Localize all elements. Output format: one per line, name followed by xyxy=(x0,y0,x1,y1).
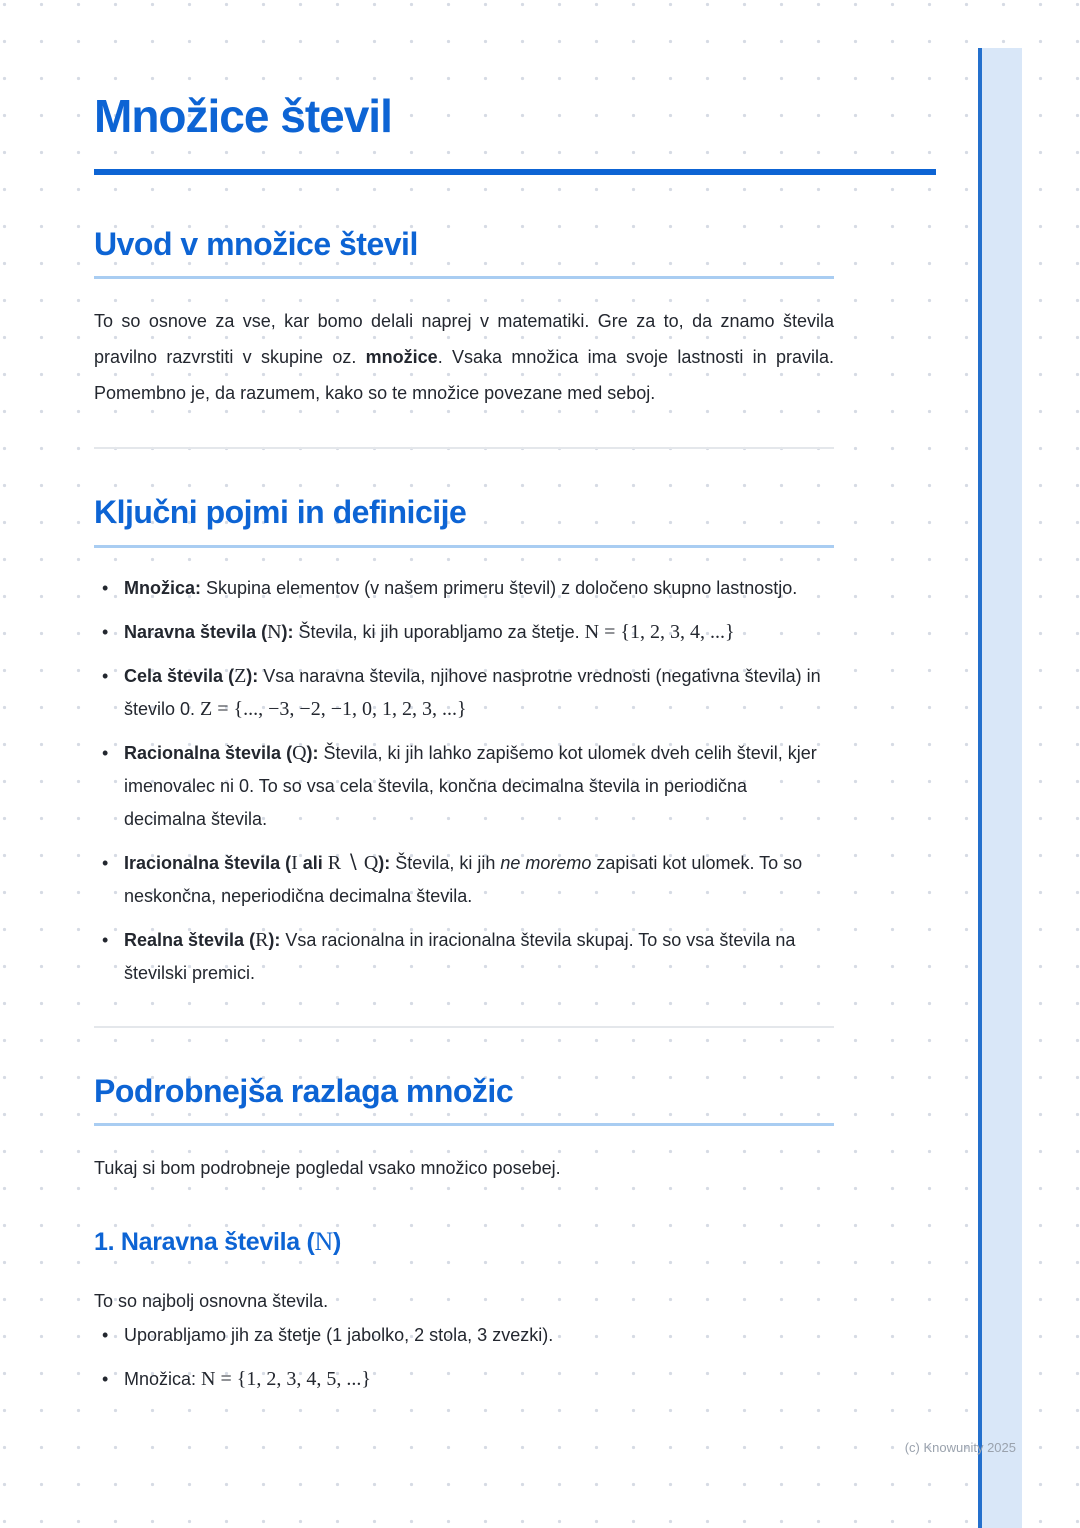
term-label: ali xyxy=(297,852,328,873)
term-label: Množica: xyxy=(124,577,202,598)
naravna-paragraph: To so najbolj osnovna števila. xyxy=(94,1291,329,1312)
term-definition: Vsa naravna števila, njihove nasprotne vrednosti (negativna števila) in število 0. xyxy=(124,665,821,719)
section-divider xyxy=(94,1026,834,1028)
math-set-notation: N = {1, 2, 3, 4, 5, ...} xyxy=(201,1368,371,1391)
term-label: Racionalna števila ( xyxy=(124,742,293,763)
page-title: Množice števil xyxy=(94,90,392,142)
list-item-realna xyxy=(94,924,834,990)
term-label: ): xyxy=(268,929,281,950)
heading-rule xyxy=(94,276,834,279)
term-label: ): xyxy=(378,852,391,873)
definition-list xyxy=(94,572,834,990)
heading-rule xyxy=(94,1123,834,1126)
list-text: Množica: xyxy=(124,1369,202,1390)
section-heading-razlaga: Podrobnejša razlaga množic xyxy=(94,1072,514,1109)
heading-rule xyxy=(94,545,834,548)
intro-paragraph xyxy=(94,303,834,411)
section-heading-pojmi: Ključni pojmi in definicije xyxy=(94,494,467,531)
naravna-list xyxy=(94,1319,834,1396)
list-item-racionalna xyxy=(94,737,834,836)
list-item-naravna xyxy=(94,616,834,649)
term-label: Naravna števila ( xyxy=(124,621,268,642)
copyright-notice: (c) Knowunity 2025 xyxy=(904,1440,1016,1455)
list-text: Uporabljamo jih za štetje (1 jabolko, 2 stola, 3 zvezki). xyxy=(124,1325,554,1346)
math-symbol: I xyxy=(291,851,298,874)
math-symbol: R xyxy=(255,928,269,951)
term-definition: zapisati kot ulomek. To so neskončna, neperiodična decimalna števila. xyxy=(124,852,803,906)
razlaga-intro-paragraph: Tukaj si bom podrobneje pogledal vsako množico posebej. xyxy=(94,1158,561,1179)
term-definition: Števila, ki jih uporabljamo za štetje. xyxy=(293,621,585,642)
term-label: Cela števila ( xyxy=(124,665,235,686)
list-item-cela xyxy=(94,660,834,726)
document-content xyxy=(94,90,834,1396)
subheading-text: ) xyxy=(333,1228,342,1257)
term-definition: Vsa racionalna in iracionalna števila skupaj. To so vsa števila na številski premici. xyxy=(124,929,796,983)
list-item-mnozica xyxy=(94,572,834,605)
paragraph-text: To so osnove za vse, kar bomo delali naprej v matematiki. Gre za to, da znamo števila pravilno razvrstiti v skupine oz. xyxy=(94,311,834,368)
term-definition: Števila, ki jih xyxy=(390,852,501,873)
term-definition: Skupina elementov (v našem primeru števil) z določeno skupno lastnostjo. xyxy=(201,577,798,598)
term-label: ): xyxy=(246,665,259,686)
math-set-notation: N = {1, 2, 3, 4, ...} xyxy=(584,620,735,643)
term-definition: Števila, ki jih lahko zapišemo kot ulomek dveh celih števil, kjer imenovalec ni 0. To so vsa cela števila, končna decimalna števila in periodična decimalna števila. xyxy=(124,742,817,829)
section-uvod xyxy=(94,225,834,411)
section-divider xyxy=(94,447,834,449)
term-label: ): xyxy=(306,742,319,763)
list-item-mnozica-n xyxy=(94,1363,834,1396)
math-symbol: N xyxy=(267,620,282,643)
math-set-notation: R ∖ Q xyxy=(327,851,379,874)
math-symbol: Q xyxy=(292,741,307,764)
list-item-iracionalna xyxy=(94,847,834,913)
paragraph-text: . Vsaka množica ima svoje lastnosti in pravila. Pomembno je, da razumem, kako so te množice povezane med seboj. xyxy=(94,347,835,404)
term-label: Realna števila ( xyxy=(124,929,256,950)
section-heading-uvod: Uvod v množice števil xyxy=(94,225,418,262)
title-rule xyxy=(94,169,936,175)
math-symbol: N xyxy=(314,1227,333,1257)
math-symbol: Z xyxy=(234,664,247,687)
section-razlaga xyxy=(94,1072,834,1397)
math-set-notation: Z = {..., −3, −2, −1, 0, 1, 2, 3, ...} xyxy=(200,697,467,720)
emphasized-text: ne moremo xyxy=(500,852,592,873)
list-item-stetje xyxy=(94,1319,834,1352)
term-label: Iracionalna števila ( xyxy=(124,852,292,873)
section-pojmi xyxy=(94,493,834,989)
paragraph-bold-term: množice xyxy=(365,347,438,368)
subheading-naravna xyxy=(94,1226,834,1257)
right-accent-band xyxy=(982,48,1022,1528)
term-label: ): xyxy=(281,621,294,642)
subheading-text: 1. Naravna števila ( xyxy=(94,1228,315,1257)
